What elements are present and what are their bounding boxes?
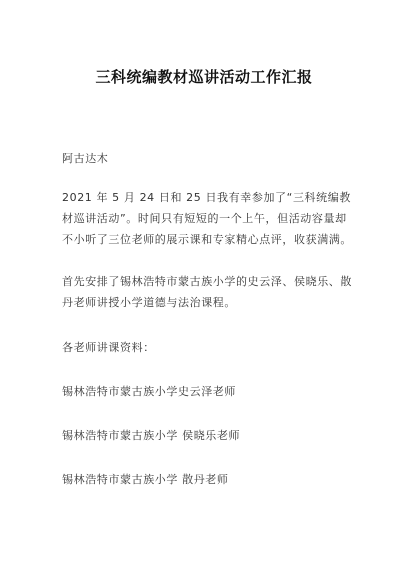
paragraph-teachers: 首先安排了锡林浩特市蒙古族小学的史云泽、侯晓乐、散丹老师讲授小学道德与法治课程。 bbox=[62, 275, 352, 309]
author-name: 阿古达木 bbox=[62, 152, 109, 165]
materials-item: 锡林浩特市蒙古族小学 侯晓乐老师 bbox=[62, 429, 241, 442]
materials-item: 锡林浩特市蒙古族小学史云泽老师 bbox=[62, 385, 236, 398]
paragraph-intro: 2021 年 5 月 24 日和 25 日我有幸参加了“三科统编教材巡讲活动”。时间只有短短的一个上午，但活动容量却不小听了三位老师的展示课和专家精心点评，收获满满。 bbox=[62, 191, 352, 246]
document-title: 三科统编教材巡讲活动工作汇报 bbox=[95, 68, 313, 86]
materials-item: 锡林浩特市蒙古族小学 散丹老师 bbox=[62, 473, 229, 486]
materials-label: 各老师讲课资料： bbox=[62, 341, 155, 354]
